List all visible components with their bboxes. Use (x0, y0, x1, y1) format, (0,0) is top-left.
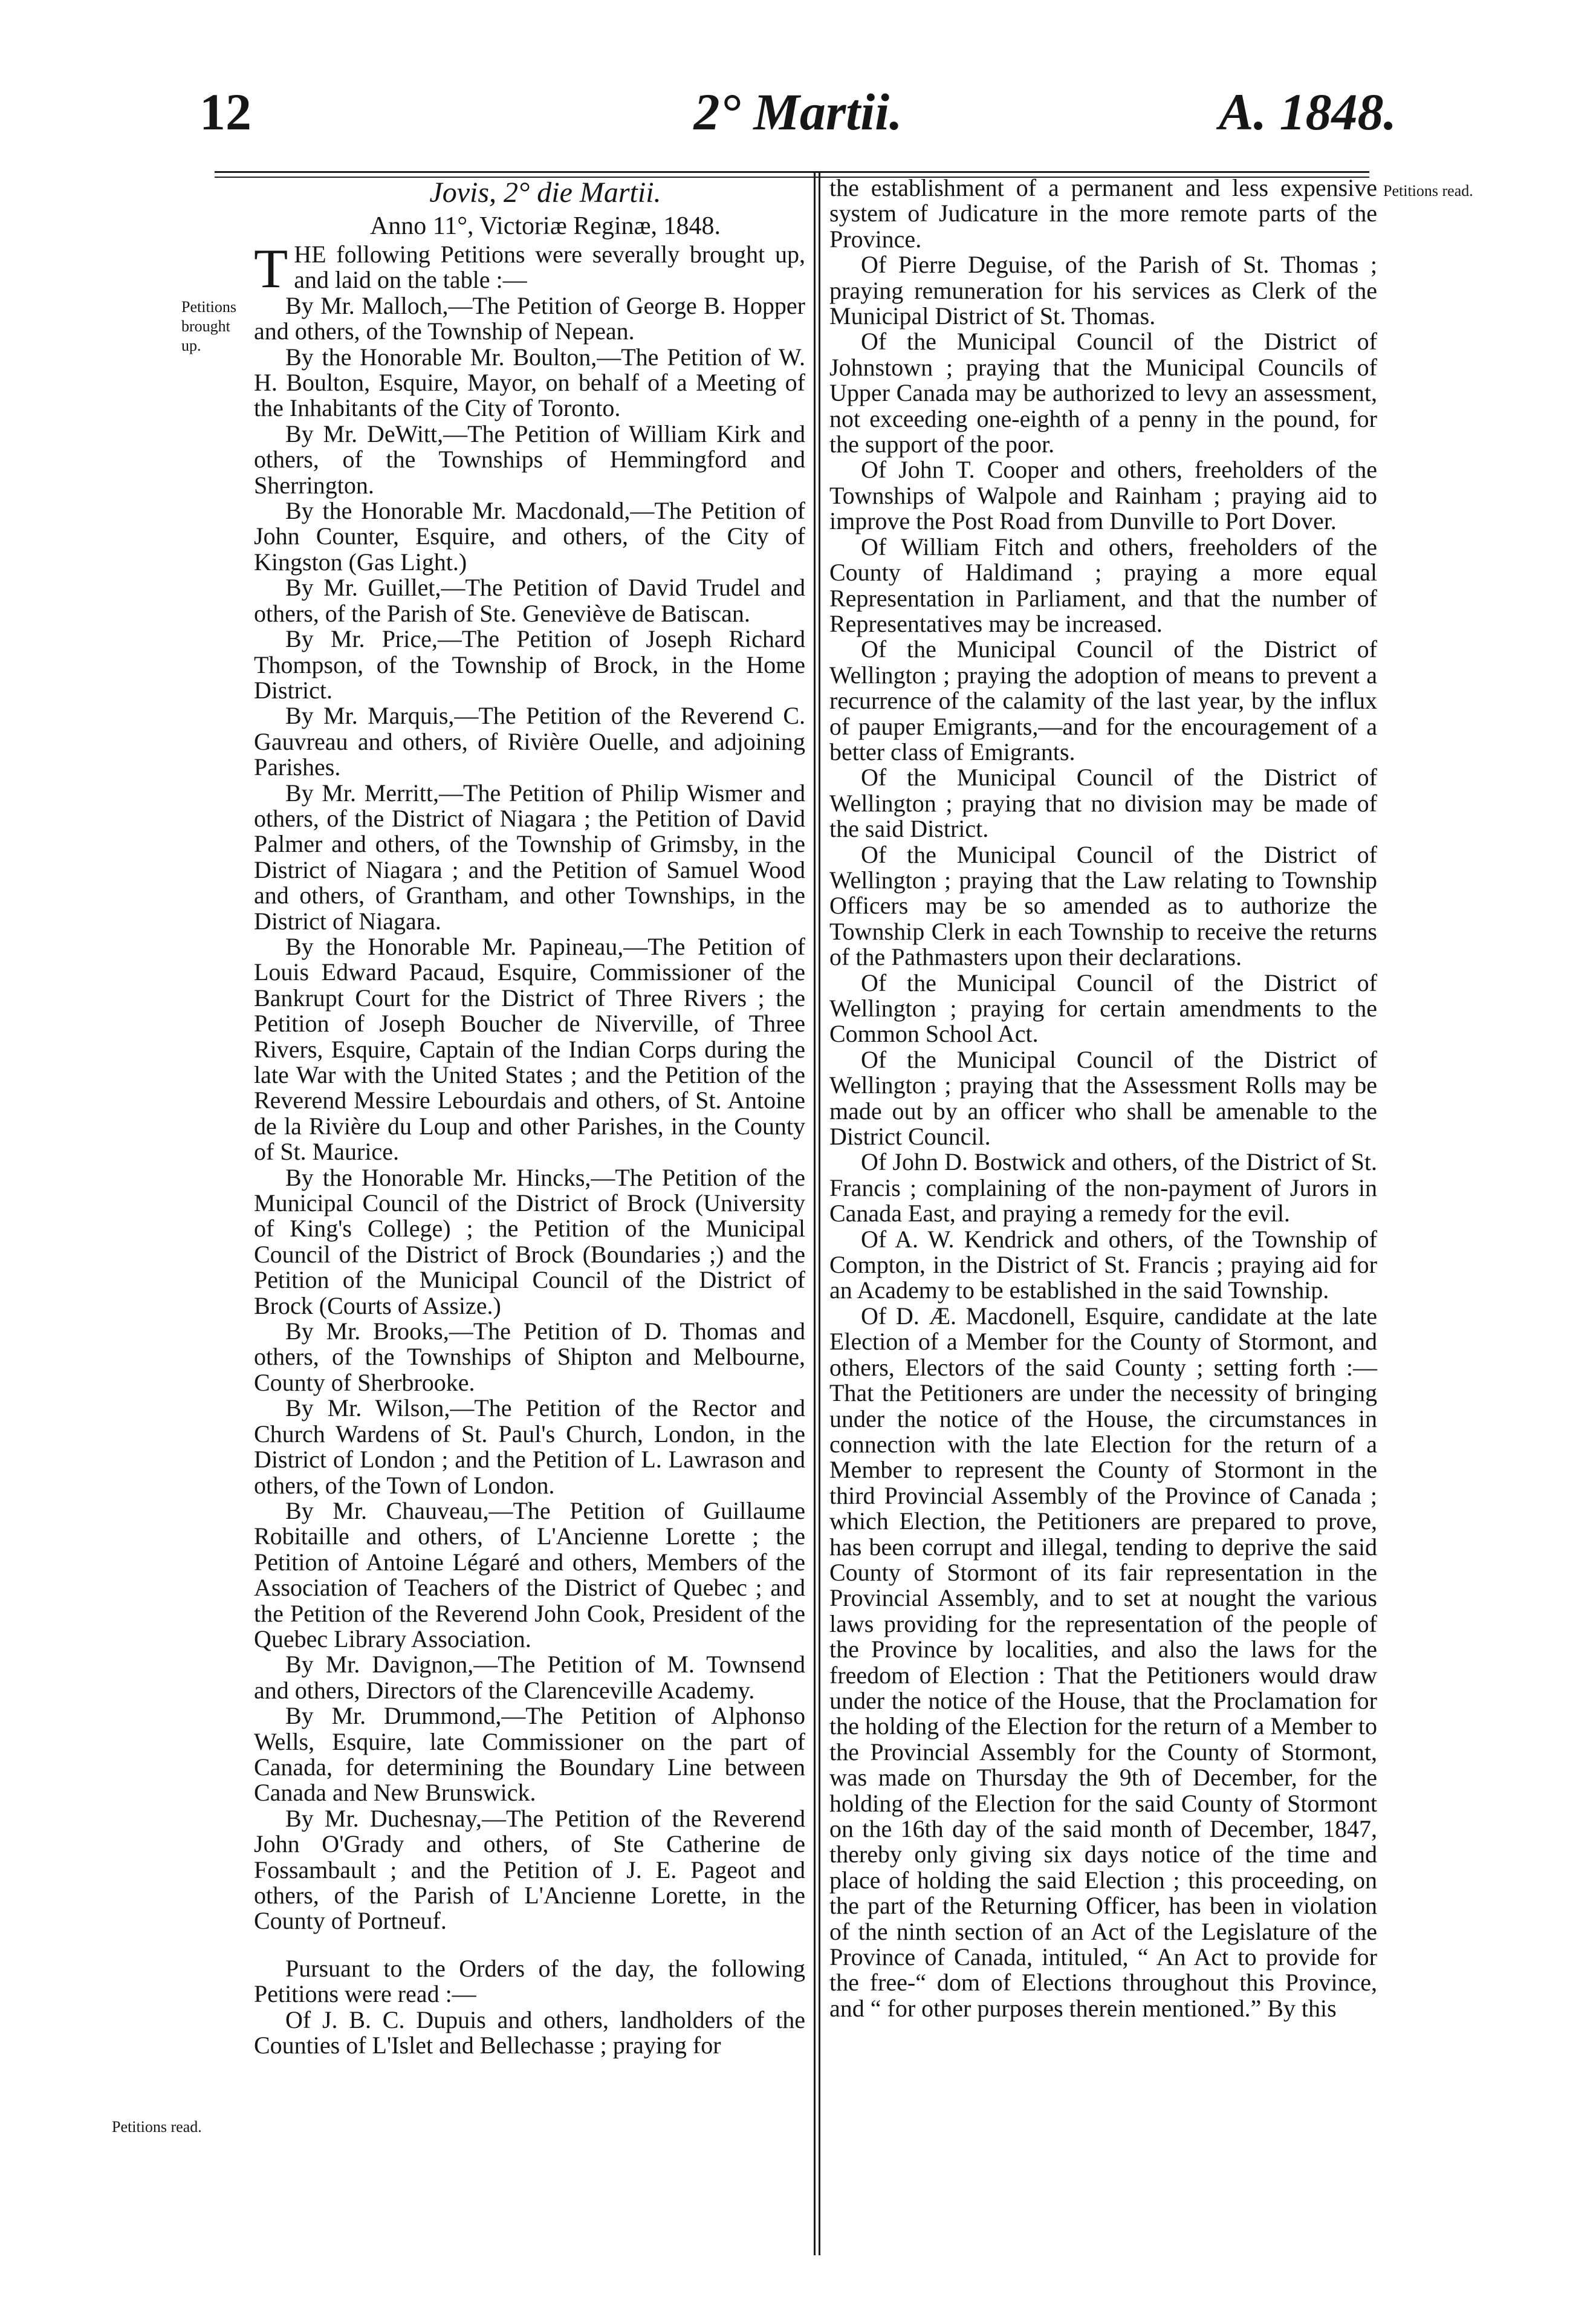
petition-paragraph: By the Honorable Mr. Papineau,—The Petition of Louis Edward Pacaud, Esquire, Commissioner of the Bankrupt Court for the District of Three Rivers ; the Petition of Joseph Boucher de Niverville, of Three Rivers, Esquire, Captain of the Indian Corps during the late War with the United States ; and the Petition of the Reverend Messire Lebourdais and others, of St. Antoine de la Rivière du Loup and other Parishes, in the County of St. Maurice. (254, 932, 805, 1166)
petition-paragraph: Of the Municipal Council of the District of Wellington ; praying that no division may be made of the said District. (829, 764, 1377, 843)
regnal-year: Anno 11°, Victoriæ Reginæ, 1848. (369, 212, 721, 240)
petition-paragraph: Of A. W. Kendrick and others, of the Township of Compton, in the District of St. Francis ; praying aid for an Academy to be established in the said Township. (829, 1225, 1377, 1304)
right-column (829, 175, 1377, 2021)
left-column (254, 175, 805, 2058)
petition-paragraph: By Mr. Price,—The Petition of Joseph Richard Thompson, of the Township of Brock, in the Home District. (254, 625, 805, 704)
petition-paragraph: By Mr. Brooks,—The Petition of D. Thomas and others, of the Townships of Shipton and Melbourne, County of Sherbrooke. (254, 1317, 805, 1396)
page-number: 12 (199, 83, 251, 141)
petition-paragraph: By Mr. Malloch,—The Petition of George B. Hopper and others, of the Township of Nepean. (254, 291, 805, 345)
sidenote-petitions-read-left: Petitions read. (112, 2118, 202, 2136)
petition-paragraph: By Mr. Duchesnay,—The Petition of the Reverend John O'Grady and others, of Ste Catherine de Fossambault ; and the Petition of J. E. Pageot and others, of the Parish of L'Ancienne Lorette, in the County of Portneuf. (254, 1804, 805, 1935)
petition-continuation: the establishment of a permanent and less expensive system of Judicature in the more remote parts of the Province. (829, 174, 1377, 253)
petition-paragraph: By Mr. Davignon,—The Petition of M. Townsend and others, Directors of the Clarenceville Academy. (254, 1651, 805, 1704)
intro-text: HE following Petitions were severally brought up, and laid on the table :— (294, 241, 805, 294)
petition-paragraph: Of the Municipal Council of the District of Wellington ; praying that the Assessment Rolls may be made out by an officer who shall be amenable to the District Council. (829, 1045, 1377, 1151)
petition-paragraph: By the Honorable Mr. Hincks,—The Petition of the Municipal Council of the District of Brock (University of King's College) ; the Petition of the Municipal Council of the District of Brock (Boundaries ;) and the Petition of the Municipal Council of the District of Brock (Courts of Assize.) (254, 1163, 805, 1319)
petition-paragraph: Of J. B. C. Dupuis and others, landholders of the Counties of L'Islet and Bellechasse ; praying for (254, 2006, 805, 2059)
petition-paragraph: Of the Municipal Council of the District of Wellington ; praying for certain amendments to the Common School Act. (829, 969, 1377, 1048)
petition-paragraph: By Mr. Guillet,—The Petition of David Trudel and others, of the Parish of Ste. Geneviève de Batiscan. (254, 574, 805, 627)
page-header (199, 73, 1396, 151)
petition-paragraph: Of John D. Bostwick and others, of the District of St. Francis ; complaining of the non-payment of Jurors in Canada East, and praying a remedy for the evil. (829, 1148, 1377, 1227)
petition-paragraph: By Mr. Chauveau,—The Petition of Guillaume Robitaille and others, of L'Ancienne Lorette ; the Petition of Antoine Légaré and others, Members of the Association of Teachers of the District of Quebec ; and the Petition of the Reverend John Cook, President of the Quebec Library Association. (254, 1496, 805, 1652)
drop-cap: T (254, 238, 288, 299)
page-title: 2° Martii. (693, 83, 903, 141)
petition-paragraph: Of the Municipal Council of the District of Wellington ; praying that the Law relating to Township Officers may be so amended as to authorize the Township Clerk in each Township to receive the returns of the Pathmasters upon their declarations. (829, 840, 1377, 971)
petition-paragraph: By Mr. Merritt,—The Petition of Philip Wismer and others, of the District of Niagara ; the Petition of David Palmer and others, of the Township of Grimsby, in the District of Niagara ; and the Petition of Samuel Wood and others, of Grantham, and other Townships, in the District of Niagara. (254, 779, 805, 935)
petition-paragraph: By Mr. Marquis,—The Petition of the Reverend C. Gauvreau and others, of Rivière Ouelle, and adjoining Parishes. (254, 702, 805, 781)
petition-paragraph: By Mr. Wilson,—The Petition of the Rector and Church Wardens of St. Paul's Church, London, in the District of London ; and the Petition of L. Lawrason and others, of the Town of London. (254, 1394, 805, 1499)
orders-paragraph: Pursuant to the Orders of the day, the following Petitions were read :— (254, 1954, 805, 2008)
petition-paragraph: Of William Fitch and others, freeholders of the County of Haldimand ; praying a more equal Representation in Parliament, and that the number of Representatives may be increased. (829, 533, 1377, 637)
petition-paragraph: Of John T. Cooper and others, freeholders of the Townships of Walpole and Rainham ; praying aid to improve the Post Road from Dunville to Port Dover. (829, 456, 1377, 535)
petition-paragraph: Of D. Æ. Macdonell, Esquire, candidate at the late Election of a Member for the County of Stormont, and others, Electors of the said County ; setting forth :—That the Petitioners are under the necessity of bringing under the notice of the House, the circumstances in connection with the late Election for the return of a Member to represent the County of Stormont in the third Provincial Assembly of the Province of Canada ; which Election, the Petitioners are prepared to prove, has been corrupt and illegal, tending to deprive the said County of Stormont of its fair representation in the Provincial Assembly, and to set at nought the various laws providing for the representation of the people of the Province by localities, and also the laws for the freedom of Election : That the Petitioners would draw under the notice of the House, that the Proclamation for the holding of the Election for the return of a Member to the Provincial Assembly for the County of Stormont, was made on Thursday the 9th of December, for the holding of the Election for the said County of Stormont on the 16th day of the said month of December, 1847, thereby only giving six days notice of the time and place of holding the said Election ; this proceeding, on the part of the Returning Officer, has been in violation of the ninth section of an Act of the Legislature of the Province of Canada, intituled, “ An Act to provide for the free-“ dom of Elections throughout this Province, and “ for other purposes therein mentioned.” By this (829, 1302, 1377, 2022)
petition-paragraph: By the Honorable Mr. Macdonald,—The Petition of John Counter, Esquire, and others, of the City of Kingston (Gas Light.) (254, 497, 805, 576)
sidenote-petitions-brought-up: Petitions brought up. (181, 298, 237, 354)
page-year: A. 1848. (1219, 83, 1396, 141)
intro-paragraph (254, 238, 805, 299)
petition-paragraph: By Mr. Drummond,—The Petition of Alphonso Wells, Esquire, late Commissioner on the part of Canada, for determining the Boundary Line between Canada and New Brunswick. (254, 1702, 805, 1807)
petition-paragraph: Of Pierre Deguise, of the Parish of St. Thomas ; praying remuneration for his services as Clerk of the Municipal District of St. Thomas. (829, 251, 1377, 330)
petition-paragraph: Of the Municipal Council of the District of Johnstown ; praying that the Municipal Councils of Upper Canada may be authorized to levy an assessment, not exceeding one-eighth of a penny in the pound, for the support of the poor. (829, 328, 1377, 458)
petition-paragraph: By the Honorable Mr. Boulton,—The Petition of W. H. Boulton, Esquire, Mayor, on behalf of a Meeting of the Inhabitants of the City of Toronto. (254, 343, 805, 422)
column-divider-right (819, 172, 820, 2255)
petition-paragraph: By Mr. DeWitt,—The Petition of William Kirk and others, of the Townships of Hemmingford and Sherrington. (254, 420, 805, 499)
header-rule-top (215, 171, 1369, 173)
petition-paragraph: Of the Municipal Council of the District of Wellington ; praying the adoption of means to prevent a recurrence of the calamity of the last year, by the influx of pauper Emigrants,—and for the encouragement of a better class of Emigrants. (829, 635, 1377, 765)
column-divider-left (814, 172, 816, 2255)
sidenote-petitions-read-right: Petitions read. (1383, 182, 1473, 200)
sitting-date: Jovis, 2° die Martii. (429, 177, 661, 209)
